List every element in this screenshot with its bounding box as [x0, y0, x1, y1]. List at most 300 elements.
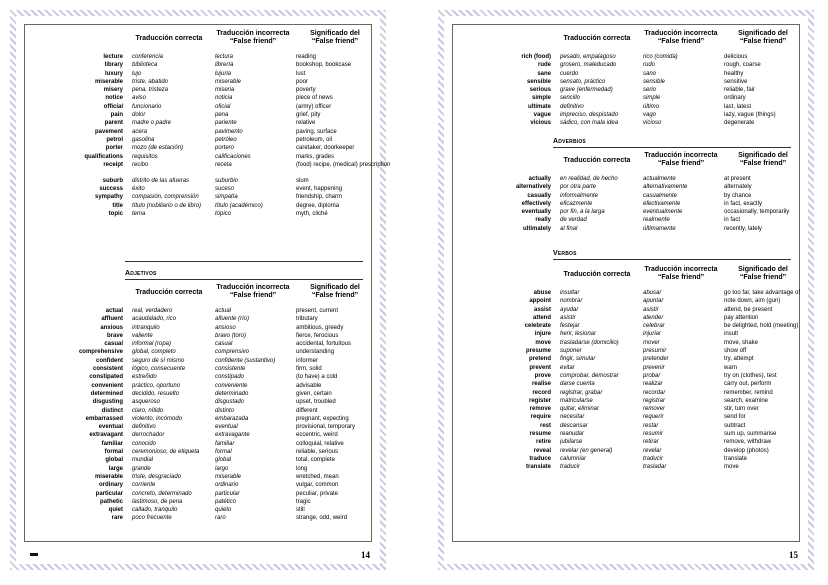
false-friend: pariente [215, 120, 237, 127]
correct-translation: asistir [560, 314, 576, 321]
english-word: miserable [94, 78, 123, 85]
table-row [453, 86, 799, 94]
false-friend: embarazada [215, 415, 249, 422]
adverbs-section [453, 151, 799, 233]
false-friend: determinado [215, 390, 249, 397]
table-row [453, 405, 799, 413]
correct-translation: fingir, simular [560, 356, 596, 363]
false-friend: bravo (toro) [215, 332, 247, 339]
false-friend: registrar [643, 397, 666, 404]
false-friend-meaning: provisional, temporary [296, 424, 356, 431]
false-friend: realizar [643, 381, 663, 388]
false-friend: atender [643, 314, 664, 321]
false-friend: trasladar [643, 464, 667, 471]
table-row [453, 413, 799, 421]
table-row [25, 398, 371, 406]
header-meaning: Significado del “False friend” [738, 266, 788, 281]
false-friend-meaning: stir, turn over [724, 406, 759, 413]
false-friend: familiar [215, 440, 235, 447]
false-friend-meaning: total, complete [296, 457, 336, 464]
table-row [25, 128, 371, 136]
english-word: assist [533, 306, 551, 313]
adjectives-rows [25, 307, 371, 523]
false-friend-meaning: poor [296, 78, 309, 85]
english-word: rich (food) [521, 54, 551, 60]
english-word: brave [106, 332, 123, 339]
table-row [453, 389, 799, 397]
false-friend-meaning: reliable, fair [724, 87, 756, 94]
false-friend: miseria [215, 87, 235, 94]
false-friend-meaning: healthy [724, 70, 744, 77]
false-friend: mover [643, 339, 660, 346]
english-word: traduce [529, 455, 551, 462]
table-row [453, 216, 799, 224]
english-word: casually [527, 192, 551, 199]
header-incorrect: Traducción incorrecta “False friend” [644, 266, 718, 281]
correct-translation: madre o padre [132, 120, 172, 127]
false-friend-meaning: caretaker, doorkeeper [296, 145, 355, 152]
english-word: lecture [103, 54, 123, 60]
correct-translation: evitar [560, 364, 575, 371]
false-friend: miserable [215, 78, 242, 85]
false-friend: formal [215, 449, 232, 456]
correct-translation: concreto, determinado [132, 490, 192, 497]
table-header [453, 151, 799, 175]
english-word: library [104, 62, 123, 69]
false-friend: ordinario [215, 482, 239, 489]
correct-translation: éxito [132, 186, 145, 193]
false-friend-meaning: warn [724, 364, 738, 371]
false-friend: simpatía [215, 194, 238, 201]
correct-translation: festejar [560, 323, 580, 330]
english-word: ordinary [98, 482, 123, 489]
false-friend: traducir [643, 455, 664, 462]
false-friend: afluente (río) [215, 316, 250, 323]
english-word: prove [534, 372, 551, 379]
correct-translation: eficazmente [560, 200, 593, 207]
english-word: convenient [91, 382, 123, 389]
table-row [453, 438, 799, 446]
table-row [25, 161, 391, 177]
false-friend: asistir [643, 306, 659, 313]
english-word: rest [539, 422, 551, 429]
false-friend: resumir [643, 431, 664, 438]
false-friend-meaning: degenerate [724, 120, 755, 127]
table-row [25, 119, 371, 127]
nouns-rows [25, 53, 391, 218]
english-word: register [528, 397, 551, 404]
table-row [453, 200, 799, 208]
english-word: notice [105, 95, 123, 102]
table-row [25, 473, 371, 481]
english-word: familiar [101, 440, 123, 447]
english-word: pavement [94, 128, 123, 135]
table-row [453, 322, 799, 330]
table-row [453, 463, 799, 471]
false-friend-meaning: (food) recipe, (medical) prescription [296, 161, 391, 168]
table-row [25, 144, 371, 152]
false-friend: eventual [215, 424, 238, 431]
false-friend-meaning: fierce, ferocious [296, 332, 339, 339]
table-row [453, 53, 799, 61]
table-row [453, 70, 799, 78]
english-word: simple [531, 95, 551, 102]
correct-translation: al final [560, 225, 578, 232]
false-friend: vicioso [643, 120, 662, 127]
correct-translation: impreciso, despistado [560, 112, 619, 119]
english-word: realise [531, 381, 551, 388]
english-word: disgusting [92, 399, 123, 406]
english-word: determined [90, 390, 123, 397]
correct-translation: jubilarse [560, 439, 583, 446]
correct-translation: recibo [132, 161, 149, 168]
nouns-section [25, 29, 391, 218]
correct-translation: necesitar [560, 414, 585, 421]
english-word: injure [534, 331, 551, 338]
correct-translation: sensato, práctico [560, 78, 606, 85]
correct-translation: quitar, eliminar [560, 406, 600, 413]
false-friend: pena [215, 112, 229, 119]
false-friend-meaning: (to have) a cold [296, 374, 338, 381]
false-friend-meaning: long [296, 465, 308, 472]
verbs-title: Verbos [553, 249, 791, 260]
header-meaning: Significado del “False friend” [738, 30, 788, 45]
table-row [25, 177, 371, 185]
english-word: sympathy [94, 194, 123, 201]
table-row [453, 422, 799, 430]
false-friend-meaning: pay attention [724, 314, 759, 321]
table-row [25, 348, 371, 356]
english-word: quiet [108, 507, 123, 514]
english-word: alternatively [515, 184, 551, 191]
table-row [25, 53, 371, 61]
english-word: suburb [102, 177, 123, 184]
false-friend-meaning: accidental, fortuitous [296, 341, 352, 348]
english-word: topic [108, 211, 123, 218]
correct-translation: gasolina [132, 136, 155, 143]
adjectives-section [25, 283, 371, 523]
false-friend: retirar [643, 439, 659, 446]
false-friend-meaning: search, examine [724, 397, 769, 404]
table-row [453, 175, 799, 183]
false-friend: particular [215, 490, 240, 497]
false-friend-meaning: strange, odd, weird [296, 515, 348, 522]
english-word: vague [533, 112, 551, 119]
false-friend-meaning: ordinary [724, 95, 746, 102]
correct-translation: dolor [132, 112, 146, 119]
english-word: prevent [529, 364, 551, 371]
correct-translation: funcionario [132, 103, 162, 110]
correct-translation: conferencia [132, 54, 164, 60]
english-word: sane [537, 70, 551, 77]
false-friend: distinto [215, 407, 235, 414]
false-friend-meaning: bookshop, bookcase [296, 62, 352, 69]
english-word: extravagant [89, 432, 123, 439]
false-friend: sensible [643, 78, 666, 85]
false-friend: portero [215, 145, 235, 152]
english-word: embarrassed [85, 415, 123, 422]
correct-translation: definitivo [560, 103, 584, 110]
correct-translation: revelar (en general) [560, 447, 613, 454]
table-row [453, 61, 799, 69]
false-friend: petróleo [215, 136, 237, 143]
correct-translation: en realidad, de hecho [560, 176, 618, 182]
false-friend-meaning: insult [724, 331, 739, 338]
english-word: anxious [100, 324, 123, 331]
correct-translation: asqueroso [132, 399, 161, 406]
false-friend-meaning: develop (photos) [724, 447, 769, 454]
correct-translation: violento, incómodo [132, 415, 183, 422]
table-row [25, 423, 371, 431]
false-friend-meaning: translate [724, 455, 748, 462]
table-header [25, 283, 371, 307]
false-friend-meaning: advisable [296, 382, 322, 389]
false-friend: realmente [643, 217, 670, 224]
right-page [438, 10, 814, 570]
table-row [25, 373, 371, 381]
correct-translation: insultar [560, 290, 580, 296]
false-friend: lujuria [215, 70, 232, 77]
correct-translation: poco frecuente [132, 515, 172, 522]
english-word: effectively [521, 200, 551, 207]
header-incorrect: Traducción incorrecta “False friend” [644, 30, 718, 45]
correct-translation: descansar [560, 422, 588, 429]
correct-translation: callado, tranquilo [132, 507, 178, 514]
false-friend: vago [643, 112, 657, 119]
correct-translation: grande [132, 465, 151, 472]
false-friend-meaning: present, current [296, 308, 339, 314]
false-friend: restar [643, 422, 659, 429]
false-friend: serio [643, 87, 657, 94]
correct-translation: ceremonioso, de etiqueta [132, 449, 200, 456]
table-row [453, 430, 799, 438]
false-friend-meaning: tragic [296, 498, 311, 505]
english-word: rare [111, 515, 123, 522]
false-friend-meaning: in fact, exactly [724, 200, 763, 207]
false-friend: sano [643, 70, 657, 77]
false-friend-meaning: different [296, 407, 318, 414]
correct-translation: lastimoso, de pena [132, 498, 183, 505]
false-friend: lectura [215, 54, 234, 60]
correct-translation: darse cuenta [560, 381, 595, 388]
false-friend-meaning: send for [724, 414, 746, 421]
table-row [453, 94, 799, 102]
false-friend: calificaciones [215, 153, 251, 160]
false-friend-meaning: occasionally, temporarily [724, 209, 790, 216]
false-friend-meaning: sensitive [724, 78, 748, 85]
false-friend: actualmente [643, 176, 676, 182]
false-friend: miserable [215, 473, 242, 480]
correct-translation: lujo [132, 70, 142, 77]
table-row [453, 306, 799, 314]
correct-translation: definitivo [132, 424, 156, 431]
table-row [453, 447, 799, 455]
false-friend: rudo [643, 62, 656, 69]
table-row [25, 210, 371, 218]
table-row [25, 332, 371, 340]
false-friend-meaning: reliable, serious [296, 449, 339, 456]
false-friend: quieto [215, 507, 232, 514]
verbs-section [453, 265, 799, 472]
false-friend-meaning: piece of news [296, 95, 333, 102]
table-row [25, 390, 371, 398]
correct-translation: ayudar [560, 306, 579, 313]
adverbs-title: Adverbios [553, 137, 791, 148]
table-header [453, 29, 799, 53]
english-word: global [105, 457, 123, 464]
correct-translation: requisitos [132, 153, 158, 160]
false-friend-meaning: myth, cliché [296, 211, 328, 218]
english-word: move [535, 339, 551, 346]
table-row [453, 397, 799, 405]
header-incorrect: Traducción incorrecta “False friend” [644, 152, 718, 167]
false-friend: últimamente [643, 225, 676, 232]
table-row [25, 498, 371, 506]
adjectives-cont-section [453, 29, 799, 128]
correct-translation: sencillo [560, 95, 581, 102]
table-row [453, 372, 799, 380]
false-friend: eventualmente [643, 209, 683, 216]
english-word: resume [529, 431, 551, 438]
table-row [25, 340, 371, 348]
false-friend-meaning: recently, lately [724, 225, 762, 232]
right-page-frame [452, 24, 800, 542]
english-word: actually [528, 176, 551, 182]
table-row [453, 355, 799, 363]
correct-translation: por fin, a la larga [560, 209, 605, 216]
table-row [453, 455, 799, 463]
english-word: large [108, 465, 123, 472]
false-friend-meaning: relative [296, 120, 316, 127]
correct-translation: grave (enfermedad) [560, 87, 613, 94]
false-friend-meaning: still [296, 507, 305, 514]
false-friend: ansioso [215, 324, 236, 331]
false-friend-meaning: paving, surface [296, 128, 337, 135]
table-row [453, 339, 799, 347]
english-word: affluent [101, 316, 123, 323]
english-word: misery [103, 87, 123, 94]
false-friend-meaning: vulgar, common [296, 482, 339, 489]
english-word: consistent [92, 366, 123, 373]
false-friend-meaning: reading [296, 54, 317, 60]
correct-translation: valiente [132, 332, 153, 339]
table-row [25, 407, 371, 415]
left-page [10, 10, 391, 570]
false-friend: celebrar [643, 323, 665, 330]
false-friend: consistente [215, 366, 246, 373]
table-row [25, 193, 371, 201]
false-friend-meaning: lazy, vague (things) [724, 112, 776, 119]
false-friend: remover [643, 406, 666, 413]
correct-translation: intranquilo [132, 324, 160, 331]
table-row [453, 364, 799, 372]
header-meaning: Significado del “False friend” [310, 284, 360, 299]
table-row [453, 225, 799, 233]
false-friend: conveniente [215, 382, 248, 389]
header-correct: Traducción correcta [563, 35, 631, 42]
correct-translation: mozo (de estación) [132, 145, 184, 152]
false-friend-meaning: subtract [724, 422, 746, 429]
correct-translation: pena, tristeza [132, 87, 169, 94]
header-incorrect: Traducción incorrecta “False friend” [216, 30, 290, 45]
correct-translation: nombrar [560, 298, 583, 305]
english-word: casual [104, 341, 123, 348]
false-friend-meaning: poverty [296, 87, 316, 94]
table-row [25, 431, 371, 439]
false-friend-meaning: alternately [724, 184, 752, 191]
table-row [25, 456, 371, 464]
english-word: luxury [104, 70, 123, 77]
english-word: receipt [103, 161, 123, 168]
table-row [25, 440, 371, 448]
header-correct: Traducción correcta [563, 271, 631, 278]
english-word: petrol [106, 136, 123, 143]
table-row [25, 514, 371, 522]
table-header [453, 265, 799, 289]
false-friend-meaning: marks, grades [296, 153, 335, 160]
false-friend: rico (comida) [643, 54, 678, 60]
page-marker [30, 553, 38, 556]
correct-translation: de verdad [560, 217, 587, 224]
table-row [453, 119, 799, 127]
false-friend: librería [215, 62, 234, 69]
english-word: serious [529, 87, 551, 94]
english-word: constipated [89, 374, 123, 381]
false-friend: pavimento [215, 128, 243, 135]
correct-translation: tema [132, 211, 146, 218]
english-word: ultimate [527, 103, 551, 110]
false-friend: prevenir [643, 364, 665, 371]
english-word: attend [533, 314, 551, 321]
table-row [25, 481, 371, 489]
false-friend: título (académico) [215, 202, 263, 209]
english-word: eventual [98, 424, 123, 431]
table-row [25, 365, 371, 373]
table-row [25, 94, 371, 102]
correct-translation: estreñido [132, 374, 157, 381]
table-row [25, 111, 371, 119]
correct-translation: biblioteca [132, 62, 158, 69]
false-friend: raro [215, 515, 226, 522]
false-friend-meaning: tributary [296, 316, 318, 323]
correct-translation: seguro de sí mismo [132, 357, 185, 364]
false-friend-meaning: show off [724, 348, 747, 355]
false-friend: casualmente [643, 192, 678, 199]
table-row [25, 307, 371, 315]
table-row [25, 357, 371, 365]
header-meaning: Significado del “False friend” [738, 152, 788, 167]
page-number: 14 [361, 550, 370, 560]
false-friend-meaning: eccentric, weird [296, 432, 338, 439]
correct-translation: grosero, maleducado [560, 62, 617, 69]
english-word: comprehensive [78, 349, 123, 356]
english-word: porter [105, 145, 123, 152]
correct-translation: triste, abatido [132, 78, 169, 85]
false-friend: extravagante [215, 432, 250, 439]
correct-translation: decidido, resuelto [132, 390, 180, 397]
table-row [25, 448, 371, 456]
correct-translation: informalmente [560, 192, 599, 199]
table-row [25, 415, 371, 423]
correct-translation: real, verdadero [132, 308, 173, 314]
false-friend-meaning: sum up, summarise [724, 431, 777, 438]
table-row [453, 103, 799, 111]
correct-translation: global, completo [132, 349, 176, 356]
table-row [453, 297, 799, 305]
correct-translation: registrar, grabar [560, 389, 603, 396]
false-friend: constipado [215, 374, 245, 381]
correct-translation: compasión, comprensión [132, 194, 199, 201]
